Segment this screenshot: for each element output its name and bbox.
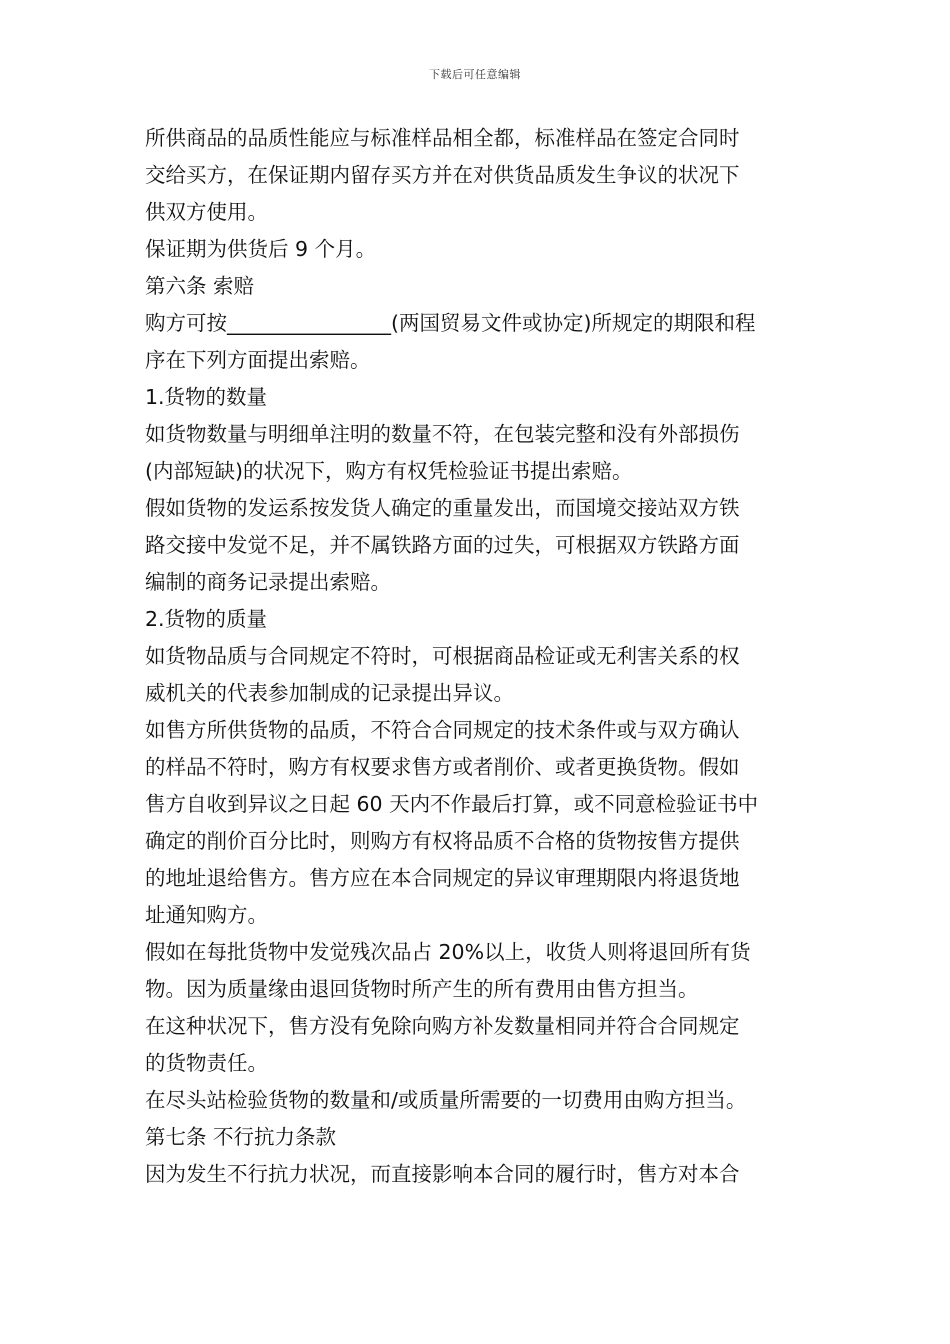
text-line: 因为发生不行抗力状况，而直接影响本合同的履行时，售方对本合 (145, 1162, 740, 1186)
text-line: 如货物数量与明细单注明的数量不符，在包装完整和没有外部损伤 (145, 422, 740, 446)
text-line: 售方自收到异议之日起 60 天内不作最后打算，或不同意检验证书中 (145, 792, 759, 816)
text-line: 的样品不符时，购方有权要求售方或者削价、或者更换货物。假如 (145, 755, 740, 779)
text-line: 威机关的代表参加制成的记录提出异议。 (145, 681, 514, 705)
text-line: 编制的商务记录提出索赔。 (145, 570, 391, 594)
document-body (145, 120, 810, 1193)
text-line: 在尽头站检验货物的数量和/或质量所需要的一切费用由购方担当。 (145, 1088, 747, 1112)
subsection-heading: 1.货物的数量 (145, 385, 268, 409)
text-line: 在这种状况下，售方没有免除向购方补发数量相同并符合合同规定 (145, 1014, 740, 1038)
text-line: 假如在每批货物中发觉残次品占 20%以上，收货人则将退回所有货 (145, 940, 751, 964)
text-line: 交给买方，在保证期内留存买方并在对供货品质发生争议的状况下 (145, 163, 740, 187)
text-line: (内部短缺)的状况下，购方有权凭检验证书提出索赔。 (145, 459, 633, 483)
text-line: 保证期为供货后 9 个月。 (145, 237, 377, 261)
section-heading: 第七条 不行抗力条款 (145, 1125, 337, 1149)
text-line: 确定的削价百分比时，则购方有权将品质不合格的货物按售方提供 (145, 829, 740, 853)
text-line: 如售方所供货物的品质，不符合合同规定的技术条件或与双方确认 (145, 718, 740, 742)
text-line: 假如货物的发运系按发货人确定的重量发出，而国境交接站双方铁 (145, 496, 740, 520)
subsection-heading: 2.货物的质量 (145, 607, 268, 631)
page-header: 下载后可任意编辑 (429, 68, 521, 81)
text-line: 如货物品质与合同规定不符时，可根据商品检证或无利害关系的权 (145, 644, 740, 668)
text-line: 的地址退给售方。售方应在本合同规定的异议审理期限内将退货地 (145, 866, 740, 890)
text-line: 址通知购方。 (145, 903, 268, 927)
text-line: 物。因为质量缘由退回货物时所产生的所有费用由售方担当。 (145, 977, 699, 1001)
text-line: 路交接中发觉不足，并不属铁路方面的过失，可根据双方铁路方面 (145, 533, 740, 557)
text-line: 购方可按________________(两国贸易文件或协定)所规定的期限和程 (145, 311, 756, 335)
text-line: 序在下列方面提出索赔。 (145, 348, 371, 372)
text-line: 所供商品的品质性能应与标准样品相全都，标准样品在签定合同时 (145, 126, 740, 150)
section-heading: 第六条 索赔 (145, 274, 255, 298)
text-line: 的货物责任。 (145, 1051, 268, 1075)
text-line: 供双方使用。 (145, 200, 268, 224)
